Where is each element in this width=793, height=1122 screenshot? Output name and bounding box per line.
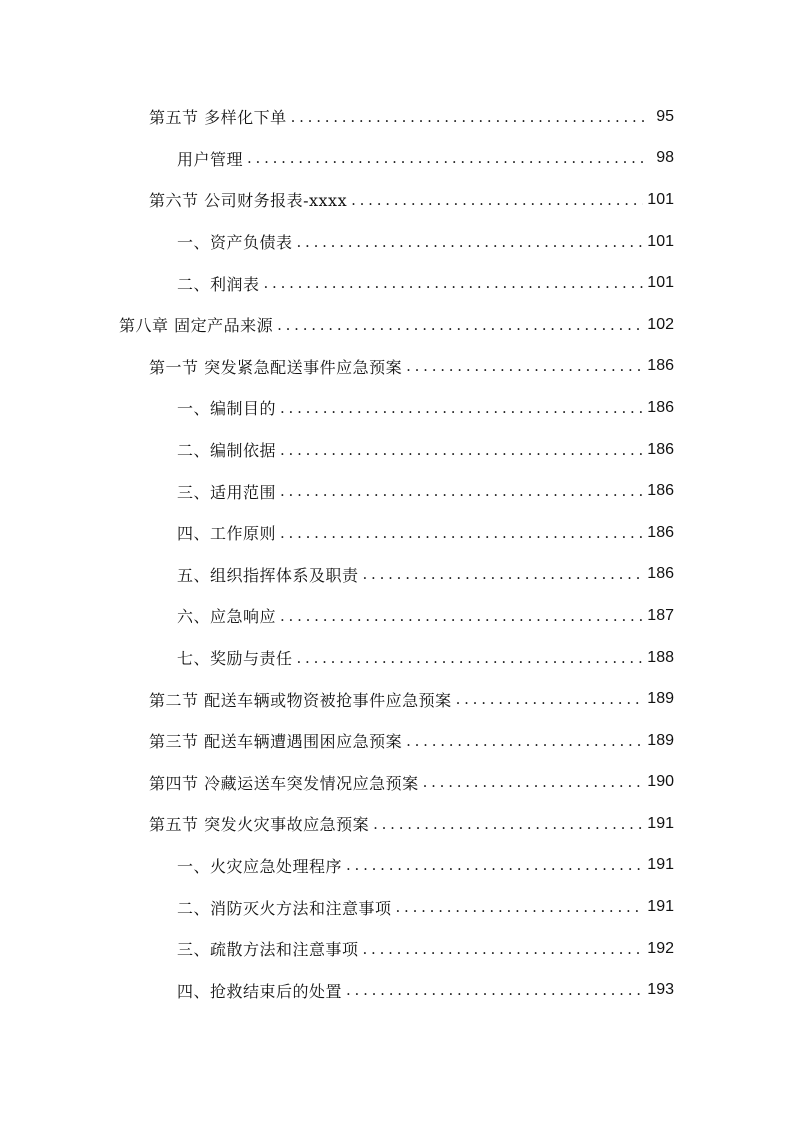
- toc-dot-leader: [373, 816, 643, 832]
- toc-entry[interactable]: [0, 304, 793, 346]
- toc-entry-title: 第一节 突发紧急配送事件应急预案: [149, 357, 403, 377]
- toc-dot-leader: [351, 192, 643, 208]
- toc-entry[interactable]: [0, 637, 793, 679]
- toc-page-number: 186: [647, 523, 674, 541]
- toc-entry-title: 第二节 配送车辆或物资被抢事件应急预案: [149, 690, 452, 710]
- toc-entry-title: 四、抢救结束后的处置: [177, 981, 343, 1001]
- toc-entry-title: 第八章 固定产品来源: [119, 316, 274, 336]
- toc-entry[interactable]: [0, 429, 793, 471]
- toc-entry[interactable]: [0, 845, 793, 887]
- toc-dot-leader: [280, 483, 643, 499]
- toc-entry[interactable]: [0, 138, 793, 180]
- toc-dot-leader: [363, 566, 644, 582]
- toc-dot-leader: [280, 442, 643, 458]
- toc-page-number: 189: [647, 731, 674, 749]
- toc-dot-leader: [297, 234, 644, 250]
- toc-page-number: 186: [647, 565, 674, 583]
- toc-dot-leader: [363, 941, 644, 957]
- toc-entry[interactable]: [0, 969, 793, 1011]
- toc-entry-title: 五、组织指挥体系及职责: [177, 565, 359, 585]
- toc-entry-title: 四、工作原则: [177, 524, 277, 544]
- toc-dot-leader: [346, 857, 643, 873]
- toc-page-number: 192: [647, 939, 674, 957]
- toc-entry-title: 二、编制依据: [177, 441, 277, 461]
- toc-page-number: 193: [647, 981, 674, 999]
- toc-entry-title: 二、利润表: [177, 274, 260, 294]
- toc-dot-leader: [346, 982, 643, 998]
- toc-entry-title: 第四节 冷藏运送车突发情况应急预案: [149, 773, 419, 793]
- toc-entry[interactable]: [0, 554, 793, 596]
- toc-page-number: 190: [647, 773, 674, 791]
- toc-entry-title: 第五节 多样化下单: [149, 108, 287, 128]
- toc-dot-leader: [406, 358, 643, 374]
- toc-dot-leader: [280, 608, 643, 624]
- toc-entry[interactable]: [0, 720, 793, 762]
- toc-dot-leader: [247, 150, 644, 166]
- toc-page-number: 186: [647, 357, 674, 375]
- toc-entry[interactable]: [0, 179, 793, 221]
- toc-page-number: 186: [647, 398, 674, 416]
- toc-dot-leader: [297, 650, 644, 666]
- toc-page-number: 102: [647, 315, 674, 333]
- toc-entry[interactable]: [0, 803, 793, 845]
- toc-page-number: 95: [656, 107, 674, 125]
- toc-entry-title: 六、应急响应: [177, 607, 277, 627]
- toc-entry-title: 三、适用范围: [177, 482, 277, 502]
- toc-entry-title: 第六节 公司财务报表-xxxx: [149, 191, 348, 211]
- toc-page-number: 101: [647, 232, 674, 250]
- toc-entry[interactable]: [0, 221, 793, 263]
- table-of-contents: [0, 96, 793, 1011]
- toc-entry[interactable]: [0, 387, 793, 429]
- toc-entry-title: 一、资产负债表: [177, 233, 293, 253]
- toc-entry[interactable]: [0, 262, 793, 304]
- toc-page-number: 101: [647, 190, 674, 208]
- toc-entry-title: 七、奖励与责任: [177, 649, 293, 669]
- toc-entry-title: 第五节 突发火灾事故应急预案: [149, 815, 370, 835]
- toc-dot-leader: [396, 899, 644, 915]
- toc-entry-title: 第三节 配送车辆遭遇围困应急预案: [149, 732, 403, 752]
- toc-entry[interactable]: [0, 470, 793, 512]
- toc-dot-leader: [291, 109, 644, 125]
- toc-entry[interactable]: [0, 595, 793, 637]
- toc-dot-leader: [406, 733, 643, 749]
- toc-entry[interactable]: [0, 678, 793, 720]
- toc-entry[interactable]: [0, 762, 793, 804]
- toc-entry[interactable]: [0, 512, 793, 554]
- toc-entry-title: 二、消防灭火方法和注意事项: [177, 898, 392, 918]
- toc-dot-leader: [423, 774, 644, 790]
- toc-page-number: 186: [647, 440, 674, 458]
- toc-entry-title: 一、火灾应急处理程序: [177, 856, 343, 876]
- toc-page-number: 191: [647, 814, 674, 832]
- toc-page-number: 191: [647, 856, 674, 874]
- toc-entry-title: 三、疏散方法和注意事项: [177, 940, 359, 960]
- toc-dot-leader: [280, 400, 643, 416]
- toc-entry[interactable]: [0, 96, 793, 138]
- toc-page-number: 188: [647, 648, 674, 666]
- toc-dot-leader: [280, 525, 643, 541]
- toc-page-number: 186: [647, 482, 674, 500]
- toc-entry[interactable]: [0, 886, 793, 928]
- toc-page-number: 98: [656, 149, 674, 167]
- toc-entry-title: 用户管理: [177, 149, 244, 169]
- toc-page-number: 191: [647, 898, 674, 916]
- toc-entry-title: 一、编制目的: [177, 399, 277, 419]
- toc-dot-leader: [456, 691, 644, 707]
- toc-dot-leader: [277, 317, 643, 333]
- toc-entry[interactable]: [0, 928, 793, 970]
- toc-page-number: 189: [647, 690, 674, 708]
- toc-page-number: 187: [647, 606, 674, 624]
- toc-page-number: 101: [647, 274, 674, 292]
- toc-dot-leader: [264, 275, 644, 291]
- toc-entry[interactable]: [0, 346, 793, 388]
